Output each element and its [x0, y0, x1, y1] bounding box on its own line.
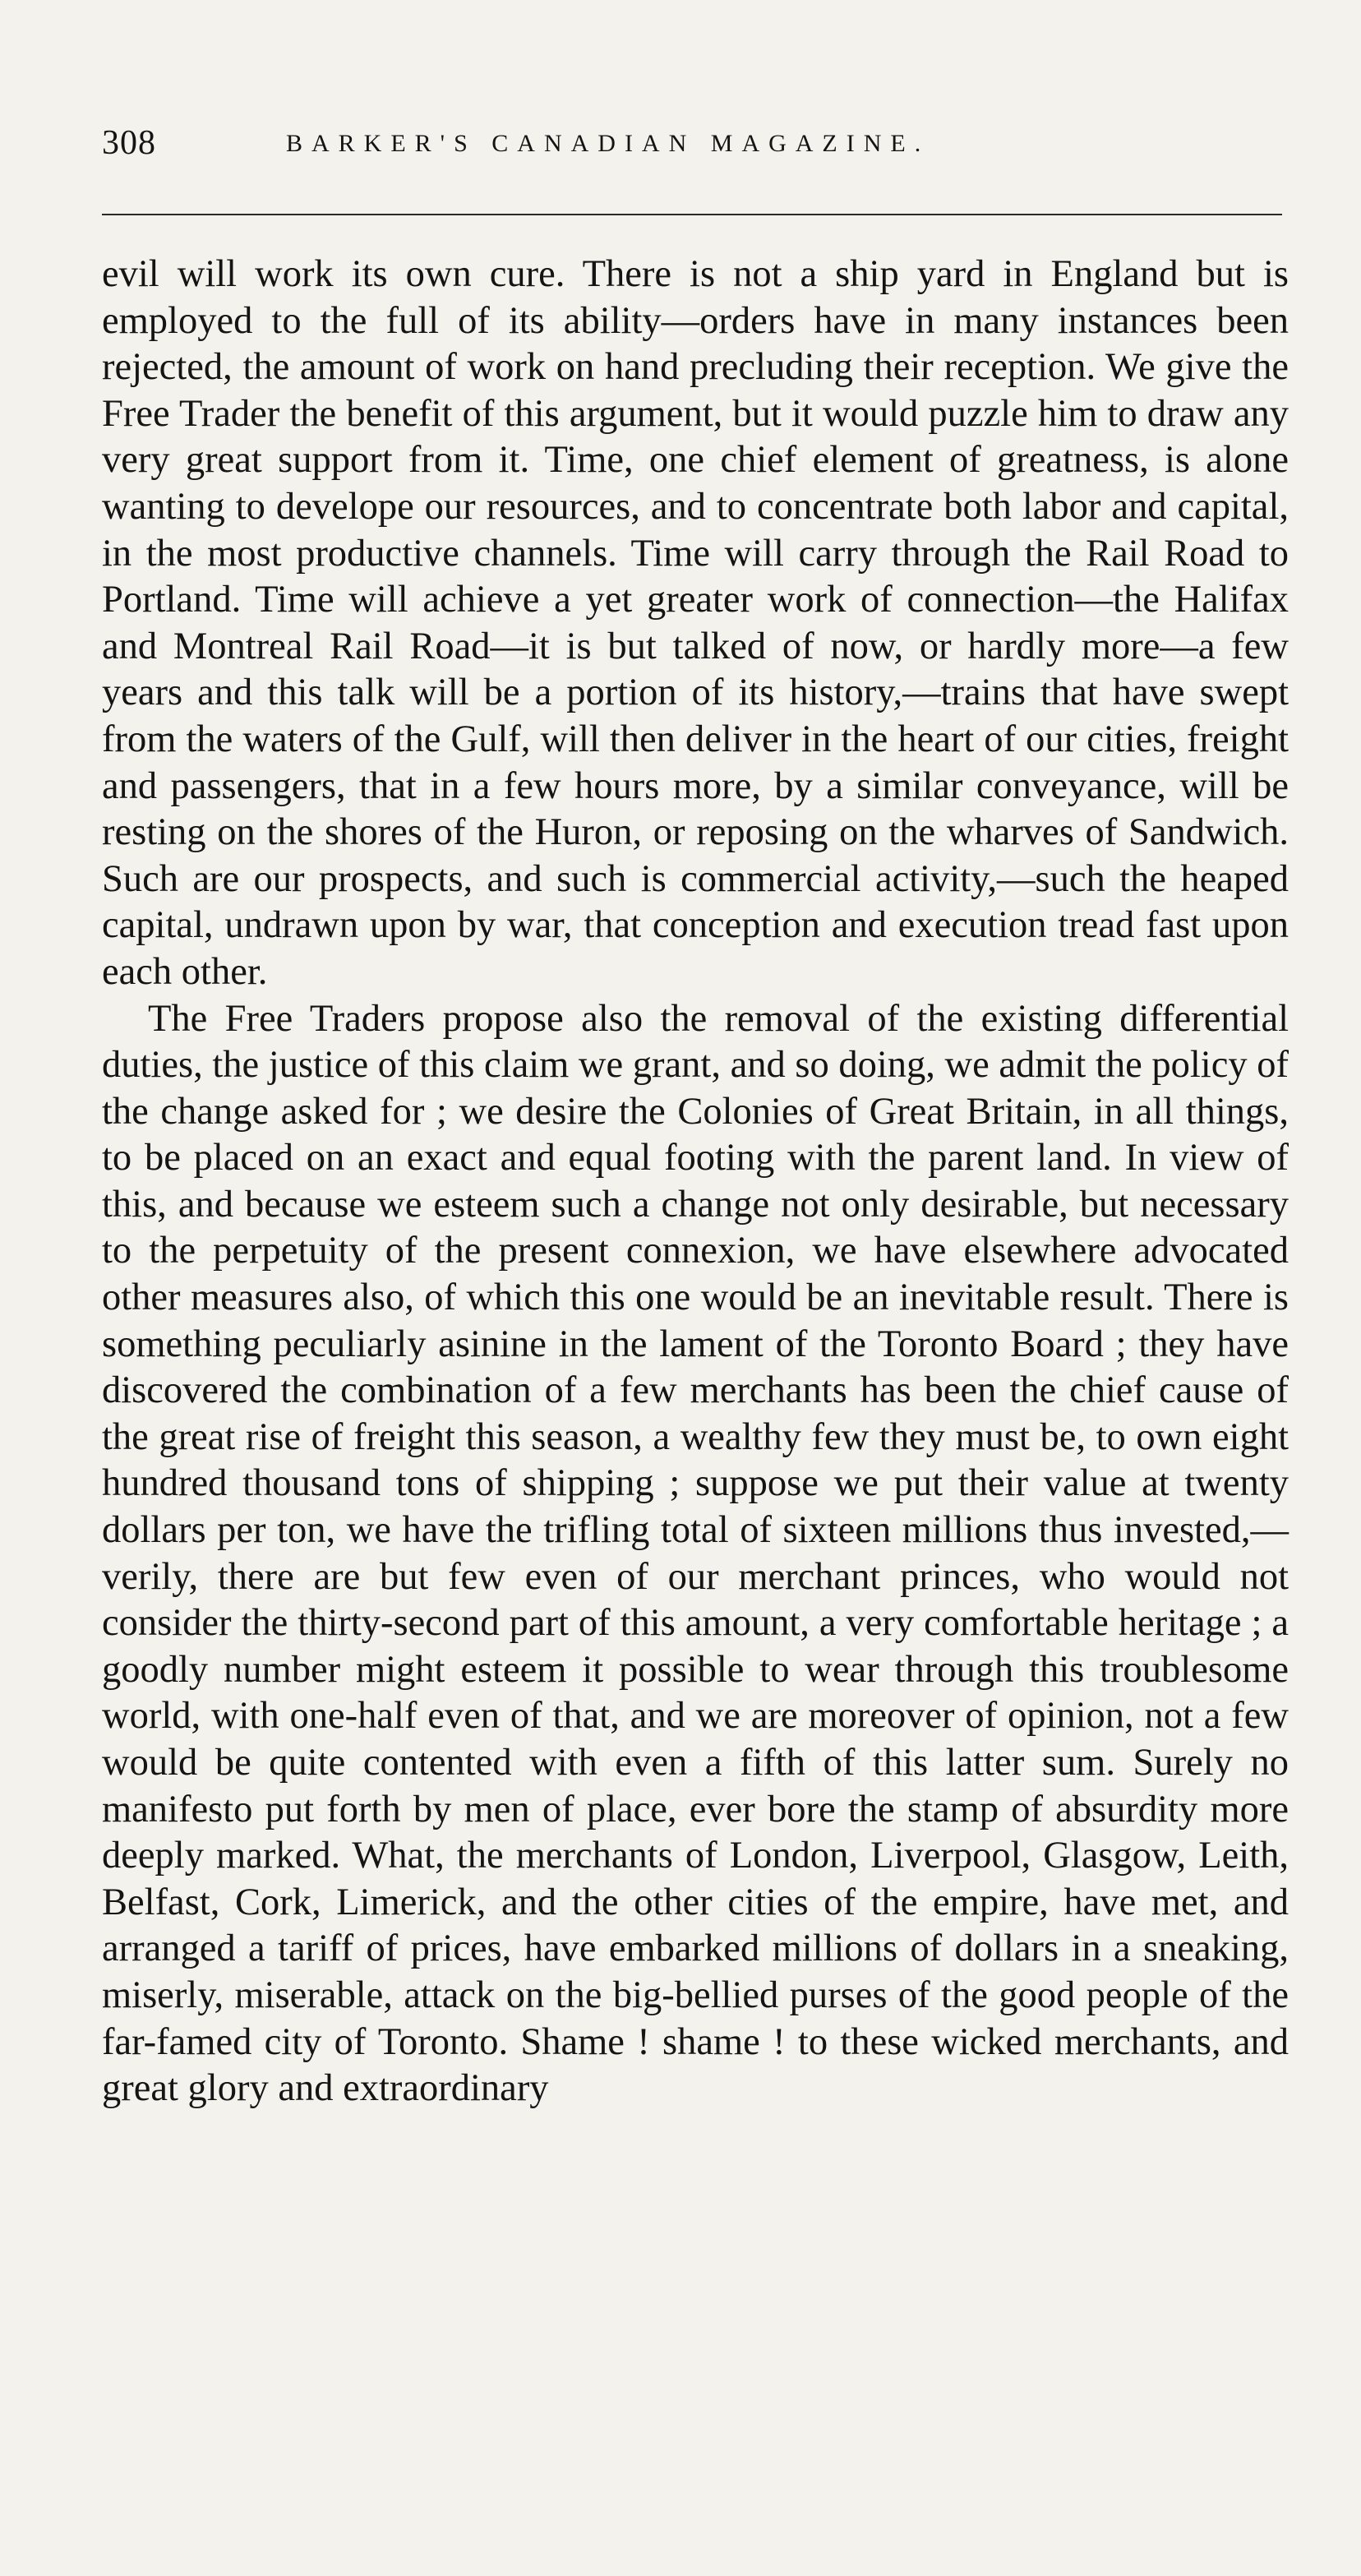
page-number: 308 [102, 124, 156, 162]
paragraph: The Free Traders propose also the removal of the existing differential duties, the justice of this claim we grant, and so doing, we admit the policy of the change asked for ; we desire the Colonies of Great Britain, in all things, to be placed on an exact and equal footing with the parent land. In view of this, and because we esteem such a change not only desirable, but necessary to the perpetuity of the present connexion, we have elsewhere advocated other measures also, of which this one would be an inevitable result. There is something peculiarly asinine in the lament of the Toronto Board ; they have discovered the combination of a few merchants has been the chief cause of the great rise of freight this season, a wealthy few they must be, to own eight hundred thousand tons of shipping ; suppose we put their value at twenty dollars per ton, we have the trifling total of sixteen millions thus invested,—verily, there are but few even of our merchant princes, who would not consider the thirty-second part of this amount, a very comfortable heritage ; a goodly number might esteem it possible to wear through this troublesome world, with one-half even of that, and we are moreover of opinion, not a few would be quite contented with even a fifth of this latter sum. Surely no manifesto put forth by men of place, ever bore the stamp of absurdity more deeply marked. What, the merchants of London, Liverpool, Glasgow, Leith, Belfast, Cork, Limerick, and the other cities of the empire, have met, and arranged a tariff of prices, have embarked millions of dollars in a sneaking, miserly, miserable, attack on the big-bellied purses of the good people of the far-famed city of Toronto. Shame ! shame ! to these wicked merchants, and great glory and extraordinary [102, 997, 1289, 2110]
header-rule [102, 214, 1282, 215]
running-head [102, 123, 1285, 173]
article-body [102, 252, 1289, 2112]
paragraph: evil will work its own cure. There is not a ship yard in England but is employed to the full of its ability—orders have in many instances been rejected, the amount of work on hand precluding their reception. We give the Free Trader the benefit of this argument, but it would puzzle him to draw any very great support from it. Time, one chief element of greatness, is alone wanting to develope our resources, and to concentrate both labor and capital, in the most productive channels. Time will carry through the Rail Road to Portland. Time will achieve a yet greater work of connection—the Halifax and Montreal Rail Road—it is but talked of now, or hardly more—a few years and this talk will be a portion of its history,—trains that have swept from the waters of the Gulf, will then deliver in the heart of our cities, freight and passengers, that in a few hours more, by a similar conveyance, will be resting on the shores of the Huron, or reposing on the wharves of Sandwich. Such are our prospects, and such is commercial activity,—such the heaped capital, undrawn upon by war, that conception and execution tread fast upon each other. [102, 253, 1289, 993]
magazine-title: BARKER'S CANADIAN MAGAZINE. [286, 130, 930, 157]
